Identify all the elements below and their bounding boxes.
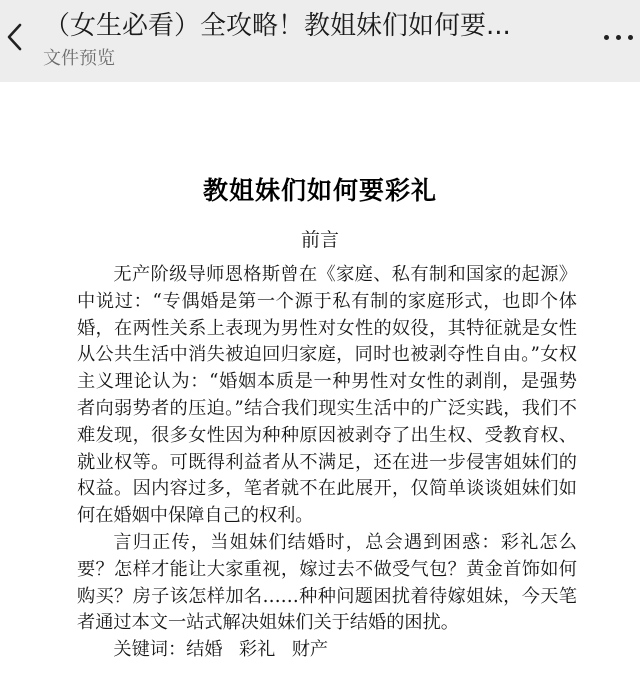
keyword: 结婚	[186, 639, 223, 661]
top-bar	[0, 0, 640, 82]
chevron-left-icon	[6, 22, 24, 52]
page-title: （女生必看）全攻略！教姐妹们如何要...	[44, 11, 511, 41]
more-dot	[616, 35, 621, 40]
section-heading: 前言	[300, 229, 339, 251]
paragraph: 无产阶级导师恩格斯曾在《家庭、私有制和国家的起源》中说过：“专偶婚是第一个源于私有制的家庭形式，也即个体婚，在两性关系上表现为男性对女性的奴役，其特征就是女性从公共生活中消失被迫回归家庭，同时也被剥夺性自由。”女权主义理论认为：“婚姻本质是一种男性对女性的剥削，是强势者向弱势者的压迫。”结合我们现实生活中的广泛实践，我们不难发现，很多女性因为种种原因被剥夺了出生权、受教育权、就业权等。可既得利益者从不满足，还在进一步侵害姐妹们的权益。因内容过多，笔者就不在此展开，仅简单谈谈姐妹们如何在婚姻中保障自己的权利。	[77, 264, 577, 527]
keyword: 财产	[291, 639, 329, 661]
document-title: 教姐妹们如何要彩礼	[202, 176, 437, 205]
keywords-line	[77, 637, 577, 664]
page-subtitle: 文件预览	[43, 48, 115, 69]
paragraph: 言归正传，当姐妹们结婚时，总会遇到困惑：彩礼怎么要？怎样才能让大家重视，嫁过去不做受气包？黄金首饰如何购买？房子该怎样加名……种种问题困扰着待嫁姐妹，今天笔者通过本文一站式解决姐妹们关于结婚的困扰。	[77, 531, 577, 634]
document-body	[77, 262, 577, 664]
more-dots-icon	[604, 35, 609, 40]
document-preview[interactable]	[0, 82, 640, 685]
more-options-button[interactable]	[596, 22, 640, 52]
back-button[interactable]	[0, 12, 30, 62]
keyword: 彩礼	[238, 639, 276, 661]
more-dot	[628, 35, 633, 40]
keywords-label: 关键词：	[113, 639, 187, 661]
